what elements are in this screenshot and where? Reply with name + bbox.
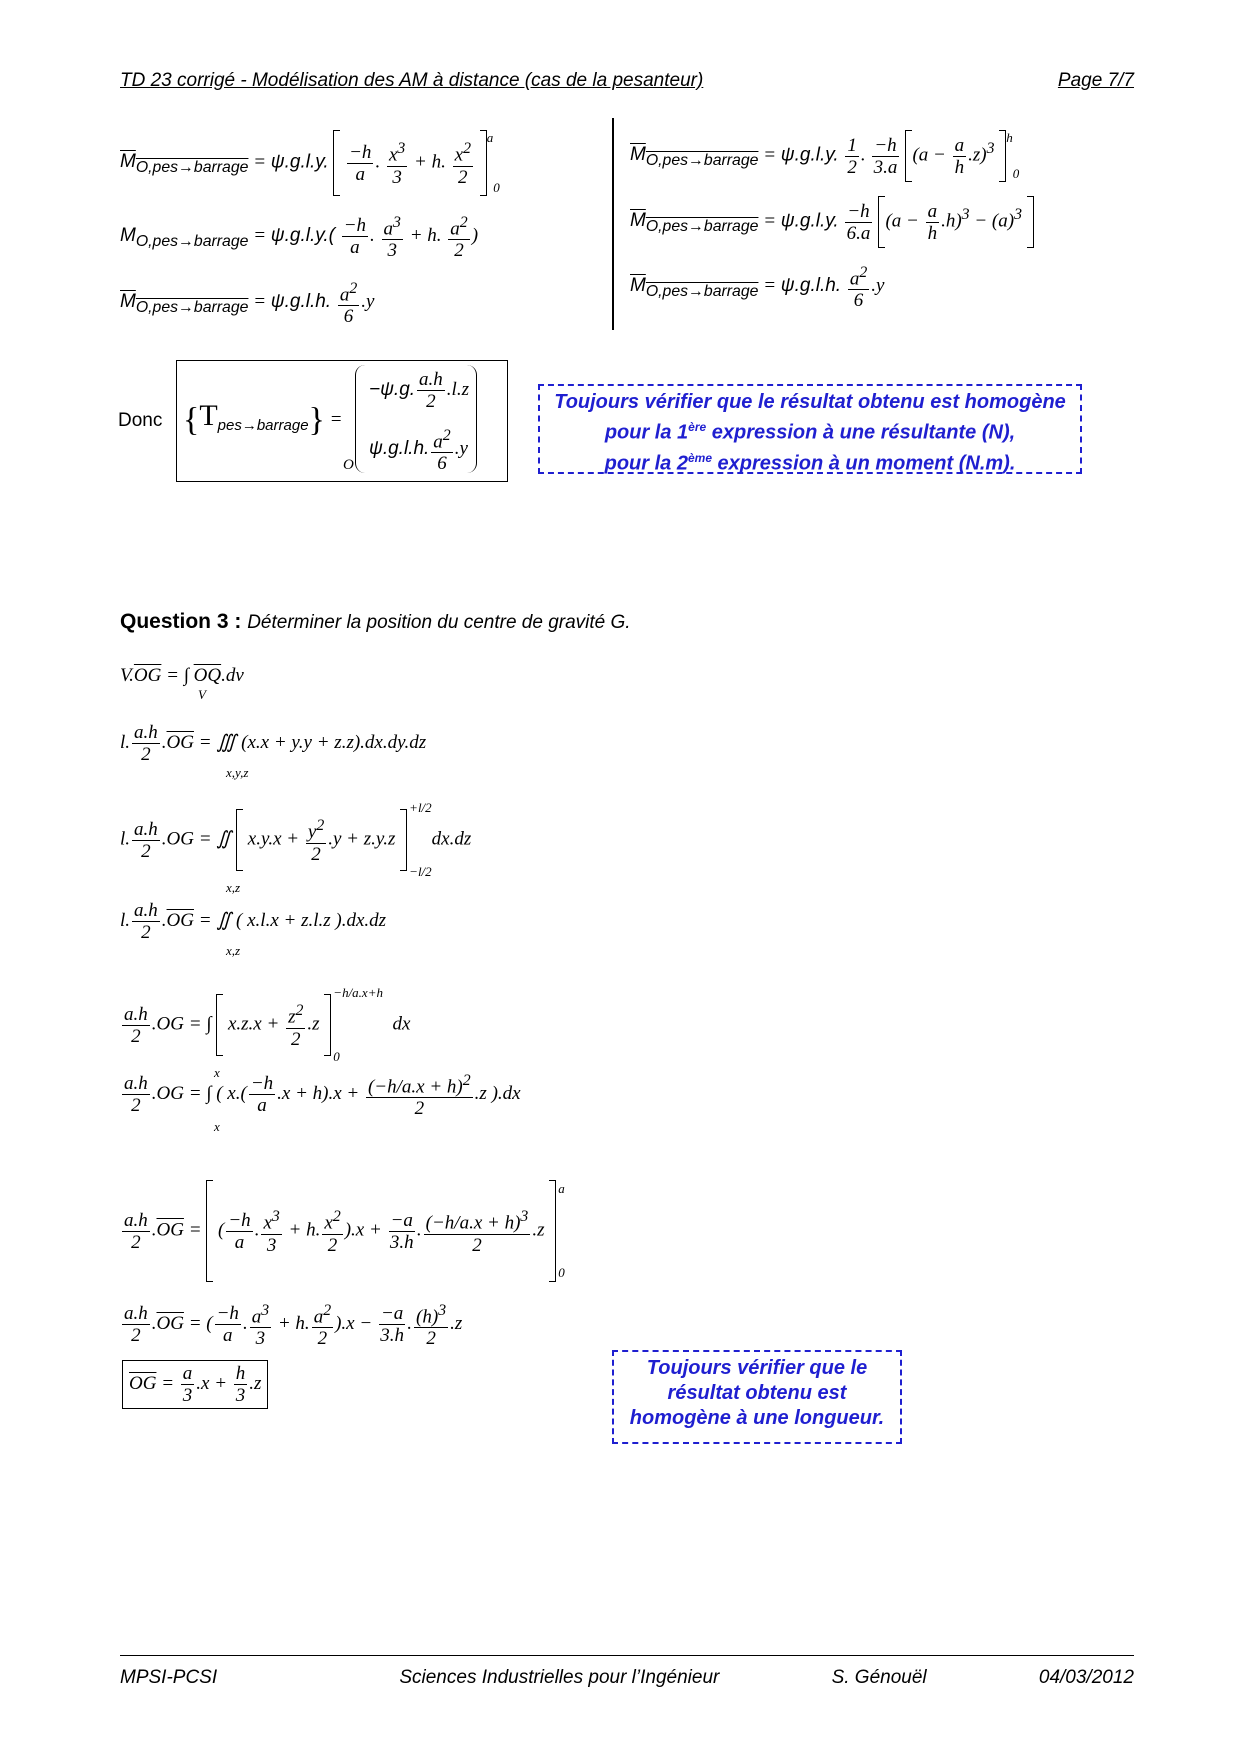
footer-course: Sciences Industrielles pour l’Ingénieur [399,1667,720,1688]
header-title: TD 23 corrigé - Modélisation des AM à distance (cas de la pesanteur) [120,70,704,91]
og-step-6: $\frac{a.h}{2}$ .OG = ∫ ( x.( $\frac{-h}{a}$ .x + h).x + $\frac{(-h/a.x + h)^2}{2}$ .z ).dx x [124,1072,521,1135]
og-step-5: $\frac{a.h}{2}$ .OG = ∫ x.z.x + $\frac{z^2}{2}$ .z −h/a.x+h 0 dx x [124,985,411,1080]
footer-author: S. Génouël [831,1667,927,1688]
torseur-moment: ψ.g.l.h. $\frac{a^2}{6}$ .y [369,427,468,475]
question-3-text: Déterminer la position du centre de gravité G. [247,612,631,633]
og-step-1: $V.\overline{OG}$ = ∫ $\overline{OQ}.dv$ V [120,665,244,702]
footer-class: MPSI-PCSI [120,1667,218,1688]
donc-label: Donc [118,410,163,431]
left-eq-1: $M_{O,pes\to barrage} = \psi.g.l.y$. $\frac{-h}{a}$ . $\frac{x^3}{3}$ + h. $\frac{x^2}{2}$ $^a$0 [120,130,500,195]
question-3 [120,610,631,634]
og-step-8: $\frac{a.h}{2}$ $.\overline{OG}$ = ( $\frac{-h}{a}$ . $\frac{a^3}{3}$ + h. $\frac{a^2}{2}$ ).x − $\frac{-a}{3.h}$ . $\frac{(h)^3}{2}$ .z [124,1302,463,1350]
og-step-2: l. $\frac{a.h}{2}$ $.\overline{OG}$ = ∭ (x.x + y.y + z.z).dx.dy.dz x,y,z [120,722,427,780]
question-3-label: Question 3 : [120,610,242,633]
torseur-box: $\{T_{pes\to barrage}\}$ = −ψ.g. $\frac{a.h}{2}$ .l.z ψ.g.l.h. $\frac{a^2}{6}$ .y O [176,360,508,482]
og-step-4: l. $\frac{a.h}{2}$ $.\overline{OG}$ = ∬ ( x.l.x + z.l.z ).dx.dz x,z [120,900,387,958]
homogeneity-note-1: Toujours vérifier que le résultat obtenu est homogène pour la 1ère expression à une résultante (N), pour la 2ème expression à un moment (N.m). [538,384,1082,474]
page-header [120,70,1134,92]
header-page-number: Page 7/7 [1057,70,1134,91]
torseur-point: O [343,457,354,473]
footer-rule [120,1655,1134,1656]
og-step-3: l. $\frac{a.h}{2}$ .OG = ∬ x.y.x + $\frac{y^2}{2}$ .y + z.y.z +l/2 −l/2 dx.dz x,z [120,800,472,895]
torseur-resultante: −ψ.g. $\frac{a.h}{2}$ .l.z [369,369,469,412]
left-eq-2: $M_{O,pes\to barrage} = \psi.g.l.y$.( $\frac{-h}{a}$ . $\frac{a^3}{3}$ + h. $\frac{a^2}{2}$ ) [120,214,479,262]
right-eq-3: $M_{O,pes\to barrage} = \psi.g.l.h$. $\frac{a^2}{6}$ .y [630,264,885,312]
left-eq-3: $M_{O,pes\to barrage} = \psi.g.l.h$. $\frac{a^2}{6}$ .y [120,280,375,328]
right-eq-1: $M_{O,pes\to barrage} = \psi.g.l.y$. $\frac{1}{2}$ . $\frac{-h}{3.a}$ (a − $\frac{a}{h}$ .z)$^3$ $^h$0 [630,130,1020,181]
column-divider [612,118,614,330]
og-step-7: $\frac{a.h}{2}$ $.\overline{OG}$ = ( $\frac{-h}{a}$ . $\frac{x^3}{3}$ + h. $\frac{x^2}{2}$ ).x + $\frac{-a}{3.h}$ . $\frac{(-h/a.x + h)^3}{2}$ .z a 0 [124,1181,565,1280]
footer-date: 04/03/2012 [1038,1667,1134,1688]
homogeneity-note-2: Toujours vérifier que le résultat obtenu est homogène à une longueur. [612,1350,902,1444]
og-result: $\overline{OG}$ = $\frac{a}{3}$ .x + $\frac{h}{3}$ .z [122,1360,268,1409]
page-footer [120,1667,1134,1689]
right-eq-2: $M_{O,pes\to barrage} = \psi.g.l.y$. $\frac{-h}{6.a}$ (a − $\frac{a}{h}$ $.h)^3 - (a)^3$ [630,196,1034,248]
